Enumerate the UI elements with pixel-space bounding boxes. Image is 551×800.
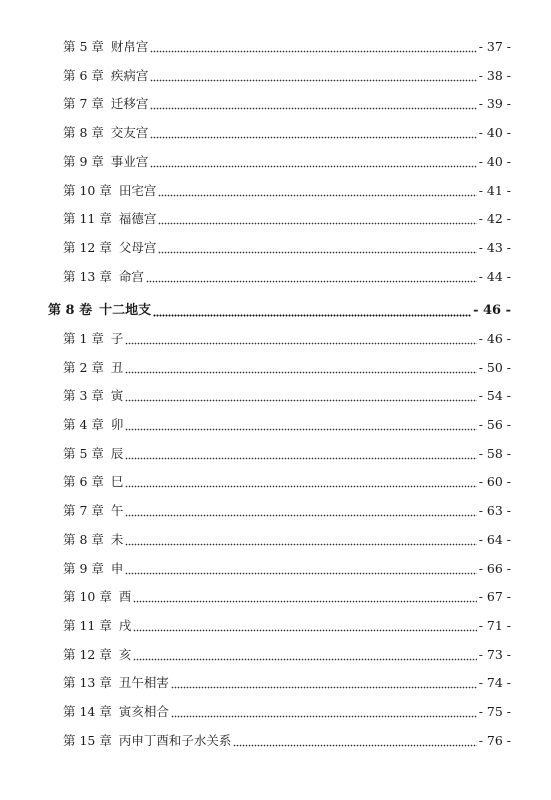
toc-entry-page-number: - 76 -: [478, 733, 511, 748]
toc-entry-label: [63, 267, 144, 287]
toc-entry-title: 子: [110, 331, 124, 346]
dot-leader: [158, 185, 476, 197]
toc-entry-title: 事业宫: [110, 154, 149, 169]
toc-entry-number: 第 9 章: [63, 561, 104, 576]
toc-entry-label: [63, 209, 156, 229]
toc-entry-label: [63, 386, 123, 406]
dot-leader: [125, 362, 476, 374]
toc-chapter-entry[interactable]: [63, 94, 511, 114]
toc-entry-number: 第 4 章: [63, 417, 104, 432]
toc-entry-page-number: - 39 -: [478, 96, 511, 111]
toc-entry-number: 第 10 章: [63, 589, 112, 604]
toc-entry-title: 申: [110, 561, 124, 576]
toc-entry-title: 疾病宫: [110, 68, 149, 83]
dot-leader: [133, 649, 476, 661]
toc-entry-title: 戌: [118, 618, 132, 633]
toc-chapter-entry[interactable]: [63, 559, 511, 579]
toc-entry-title: 命宫: [118, 269, 144, 284]
dot-leader: [158, 213, 476, 225]
toc-entry-title: 父母宫: [118, 240, 157, 255]
toc-entry-label: [63, 472, 123, 492]
toc-chapter-entry[interactable]: [63, 152, 511, 172]
toc-chapter-entry[interactable]: [63, 673, 511, 693]
toc-chapter-entry[interactable]: [63, 209, 511, 229]
toc-entry-number: 第 2 章: [63, 360, 104, 375]
toc-entry-number: 第 1 章: [63, 331, 104, 346]
toc-entry-number: 第 7 章: [63, 96, 104, 111]
toc-entry-title: 巳: [110, 474, 124, 489]
toc-entry-title: 寅亥相合: [118, 704, 169, 719]
toc-chapter-entry[interactable]: [63, 181, 511, 201]
toc-entry-number: 第 6 章: [63, 474, 104, 489]
dot-leader: [150, 70, 476, 82]
toc-entry-label: [63, 358, 123, 378]
toc-chapter-entry[interactable]: [63, 267, 511, 287]
toc-entry-page-number: - 73 -: [478, 647, 511, 662]
toc-entry-title: 十二地支: [99, 303, 152, 318]
toc-chapter-entry[interactable]: [63, 358, 511, 378]
toc-chapter-entry[interactable]: [63, 472, 511, 492]
dot-leader: [125, 563, 476, 575]
toc-entry-label: [63, 181, 156, 201]
dot-leader: [171, 677, 477, 689]
toc-entry-label: [63, 702, 169, 722]
toc-chapter-entry[interactable]: [63, 702, 511, 722]
toc-entry-title: 亥: [118, 647, 132, 662]
toc-entry-page-number: - 46 -: [473, 303, 511, 318]
toc-entry-page-number: - 67 -: [478, 589, 511, 604]
toc-entry-number: 第 5 章: [63, 39, 104, 54]
toc-chapter-entry[interactable]: [63, 386, 511, 406]
toc-entry-title: 丑: [110, 360, 124, 375]
toc-entry-label: [63, 415, 123, 435]
toc-entry-page-number: - 42 -: [478, 211, 511, 226]
toc-entry-title: 迁移宫: [110, 96, 149, 111]
toc-chapter-entry[interactable]: [63, 415, 511, 435]
toc-entry-page-number: - 37 -: [478, 39, 511, 54]
toc-entry-title: 寅: [110, 388, 124, 403]
toc-entry-page-number: - 66 -: [478, 561, 511, 576]
dot-leader: [158, 242, 476, 254]
toc-entry-number: 第 8 卷: [48, 303, 93, 318]
dot-leader: [146, 271, 477, 283]
toc-chapter-entry[interactable]: [63, 66, 511, 86]
toc-entry-label: [63, 530, 123, 550]
toc-entry-page-number: - 64 -: [478, 532, 511, 547]
toc-entry-number: 第 7 章: [63, 503, 104, 518]
toc-entry-number: 第 9 章: [63, 154, 104, 169]
dot-leader: [125, 419, 476, 431]
toc-chapter-entry[interactable]: [63, 587, 511, 607]
dot-leader: [233, 735, 476, 747]
toc-entry-number: 第 10 章: [63, 183, 112, 198]
dot-leader: [125, 505, 476, 517]
toc-entry-label: [63, 123, 148, 143]
toc-entry-page-number: - 40 -: [478, 154, 511, 169]
toc-entry-label: [63, 37, 148, 57]
toc-volume-entry[interactable]: [48, 301, 511, 321]
toc-chapter-entry[interactable]: [63, 530, 511, 550]
toc-entry-label: [48, 301, 151, 321]
toc-entry-number: 第 13 章: [63, 269, 112, 284]
toc-entry-page-number: - 63 -: [478, 503, 511, 518]
toc-entry-page-number: - 44 -: [478, 269, 511, 284]
toc-entry-title: 午: [110, 503, 124, 518]
toc-entry-page-number: - 46 -: [478, 331, 511, 346]
toc-chapter-entry[interactable]: [63, 444, 511, 464]
toc-entry-number: 第 6 章: [63, 68, 104, 83]
dot-leader: [150, 41, 476, 53]
toc-entry-label: [63, 673, 169, 693]
toc-entry-page-number: - 50 -: [478, 360, 511, 375]
toc-entry-title: 未: [110, 532, 124, 547]
toc-entry-title: 交友宫: [110, 125, 149, 140]
toc-entry-number: 第 14 章: [63, 704, 112, 719]
toc-entry-label: [63, 587, 131, 607]
toc-entry-page-number: - 60 -: [478, 474, 511, 489]
toc-entry-page-number: - 75 -: [478, 704, 511, 719]
dot-leader: [125, 476, 476, 488]
toc-chapter-entry[interactable]: [63, 329, 511, 349]
toc-entry-label: [63, 501, 123, 521]
dot-leader: [125, 448, 476, 460]
toc-chapter-entry[interactable]: [63, 616, 511, 636]
dot-leader: [125, 390, 476, 402]
toc-entry-title: 丑午相害: [118, 675, 169, 690]
toc-chapter-entry[interactable]: [63, 37, 511, 57]
toc-entry-number: 第 5 章: [63, 446, 104, 461]
dot-leader: [153, 305, 471, 317]
toc-chapter-entry[interactable]: [63, 645, 511, 665]
toc-entry-label: [63, 616, 131, 636]
toc-entry-page-number: - 54 -: [478, 388, 511, 403]
toc-entry-number: 第 11 章: [63, 618, 112, 633]
toc-entry-page-number: - 71 -: [478, 618, 511, 633]
toc-entry-number: 第 15 章: [63, 733, 112, 748]
toc-entry-label: [63, 444, 123, 464]
toc-entry-page-number: - 56 -: [478, 417, 511, 432]
toc-entry-label: [63, 66, 148, 86]
toc-entry-number: 第 13 章: [63, 675, 112, 690]
toc-chapter-entry[interactable]: [63, 238, 511, 258]
toc-chapter-entry[interactable]: [63, 731, 511, 751]
dot-leader: [150, 156, 476, 168]
toc-chapter-entry[interactable]: [63, 501, 511, 521]
toc-entry-page-number: - 43 -: [478, 240, 511, 255]
toc-entry-number: 第 8 章: [63, 532, 104, 547]
toc-entry-title: 丙申丁酉和子水关系: [118, 733, 232, 748]
toc-entry-label: [63, 329, 123, 349]
toc-entry-number: 第 12 章: [63, 647, 112, 662]
toc-entry-page-number: - 58 -: [478, 446, 511, 461]
toc-entry-label: [63, 645, 131, 665]
toc-entry-title: 酉: [118, 589, 132, 604]
dot-leader: [150, 127, 476, 139]
toc-entry-label: [63, 559, 123, 579]
toc-entry-label: [63, 731, 231, 751]
toc-entry-label: [63, 152, 148, 172]
dot-leader: [133, 591, 476, 603]
toc-entry-title: 卯: [110, 417, 124, 432]
toc-entry-title: 财帛宫: [110, 39, 149, 54]
dot-leader: [150, 98, 476, 110]
toc-entry-page-number: - 40 -: [478, 125, 511, 140]
toc-entry-title: 福德宫: [118, 211, 157, 226]
toc-chapter-entry[interactable]: [63, 123, 511, 143]
toc-entry-page-number: - 38 -: [478, 68, 511, 83]
dot-leader: [125, 333, 476, 345]
dot-leader: [171, 706, 477, 718]
toc-entry-page-number: - 41 -: [478, 183, 511, 198]
dot-leader: [125, 534, 476, 546]
toc-entry-number: 第 3 章: [63, 388, 104, 403]
toc-entry-title: 辰: [110, 446, 124, 461]
toc-entry-label: [63, 238, 156, 258]
dot-leader: [133, 620, 476, 632]
toc-entry-number: 第 12 章: [63, 240, 112, 255]
toc-entry-number: 第 8 章: [63, 125, 104, 140]
toc-entry-title: 田宅宫: [118, 183, 157, 198]
toc-entry-number: 第 11 章: [63, 211, 112, 226]
toc-entry-page-number: - 74 -: [478, 675, 511, 690]
toc-entry-label: [63, 94, 148, 114]
